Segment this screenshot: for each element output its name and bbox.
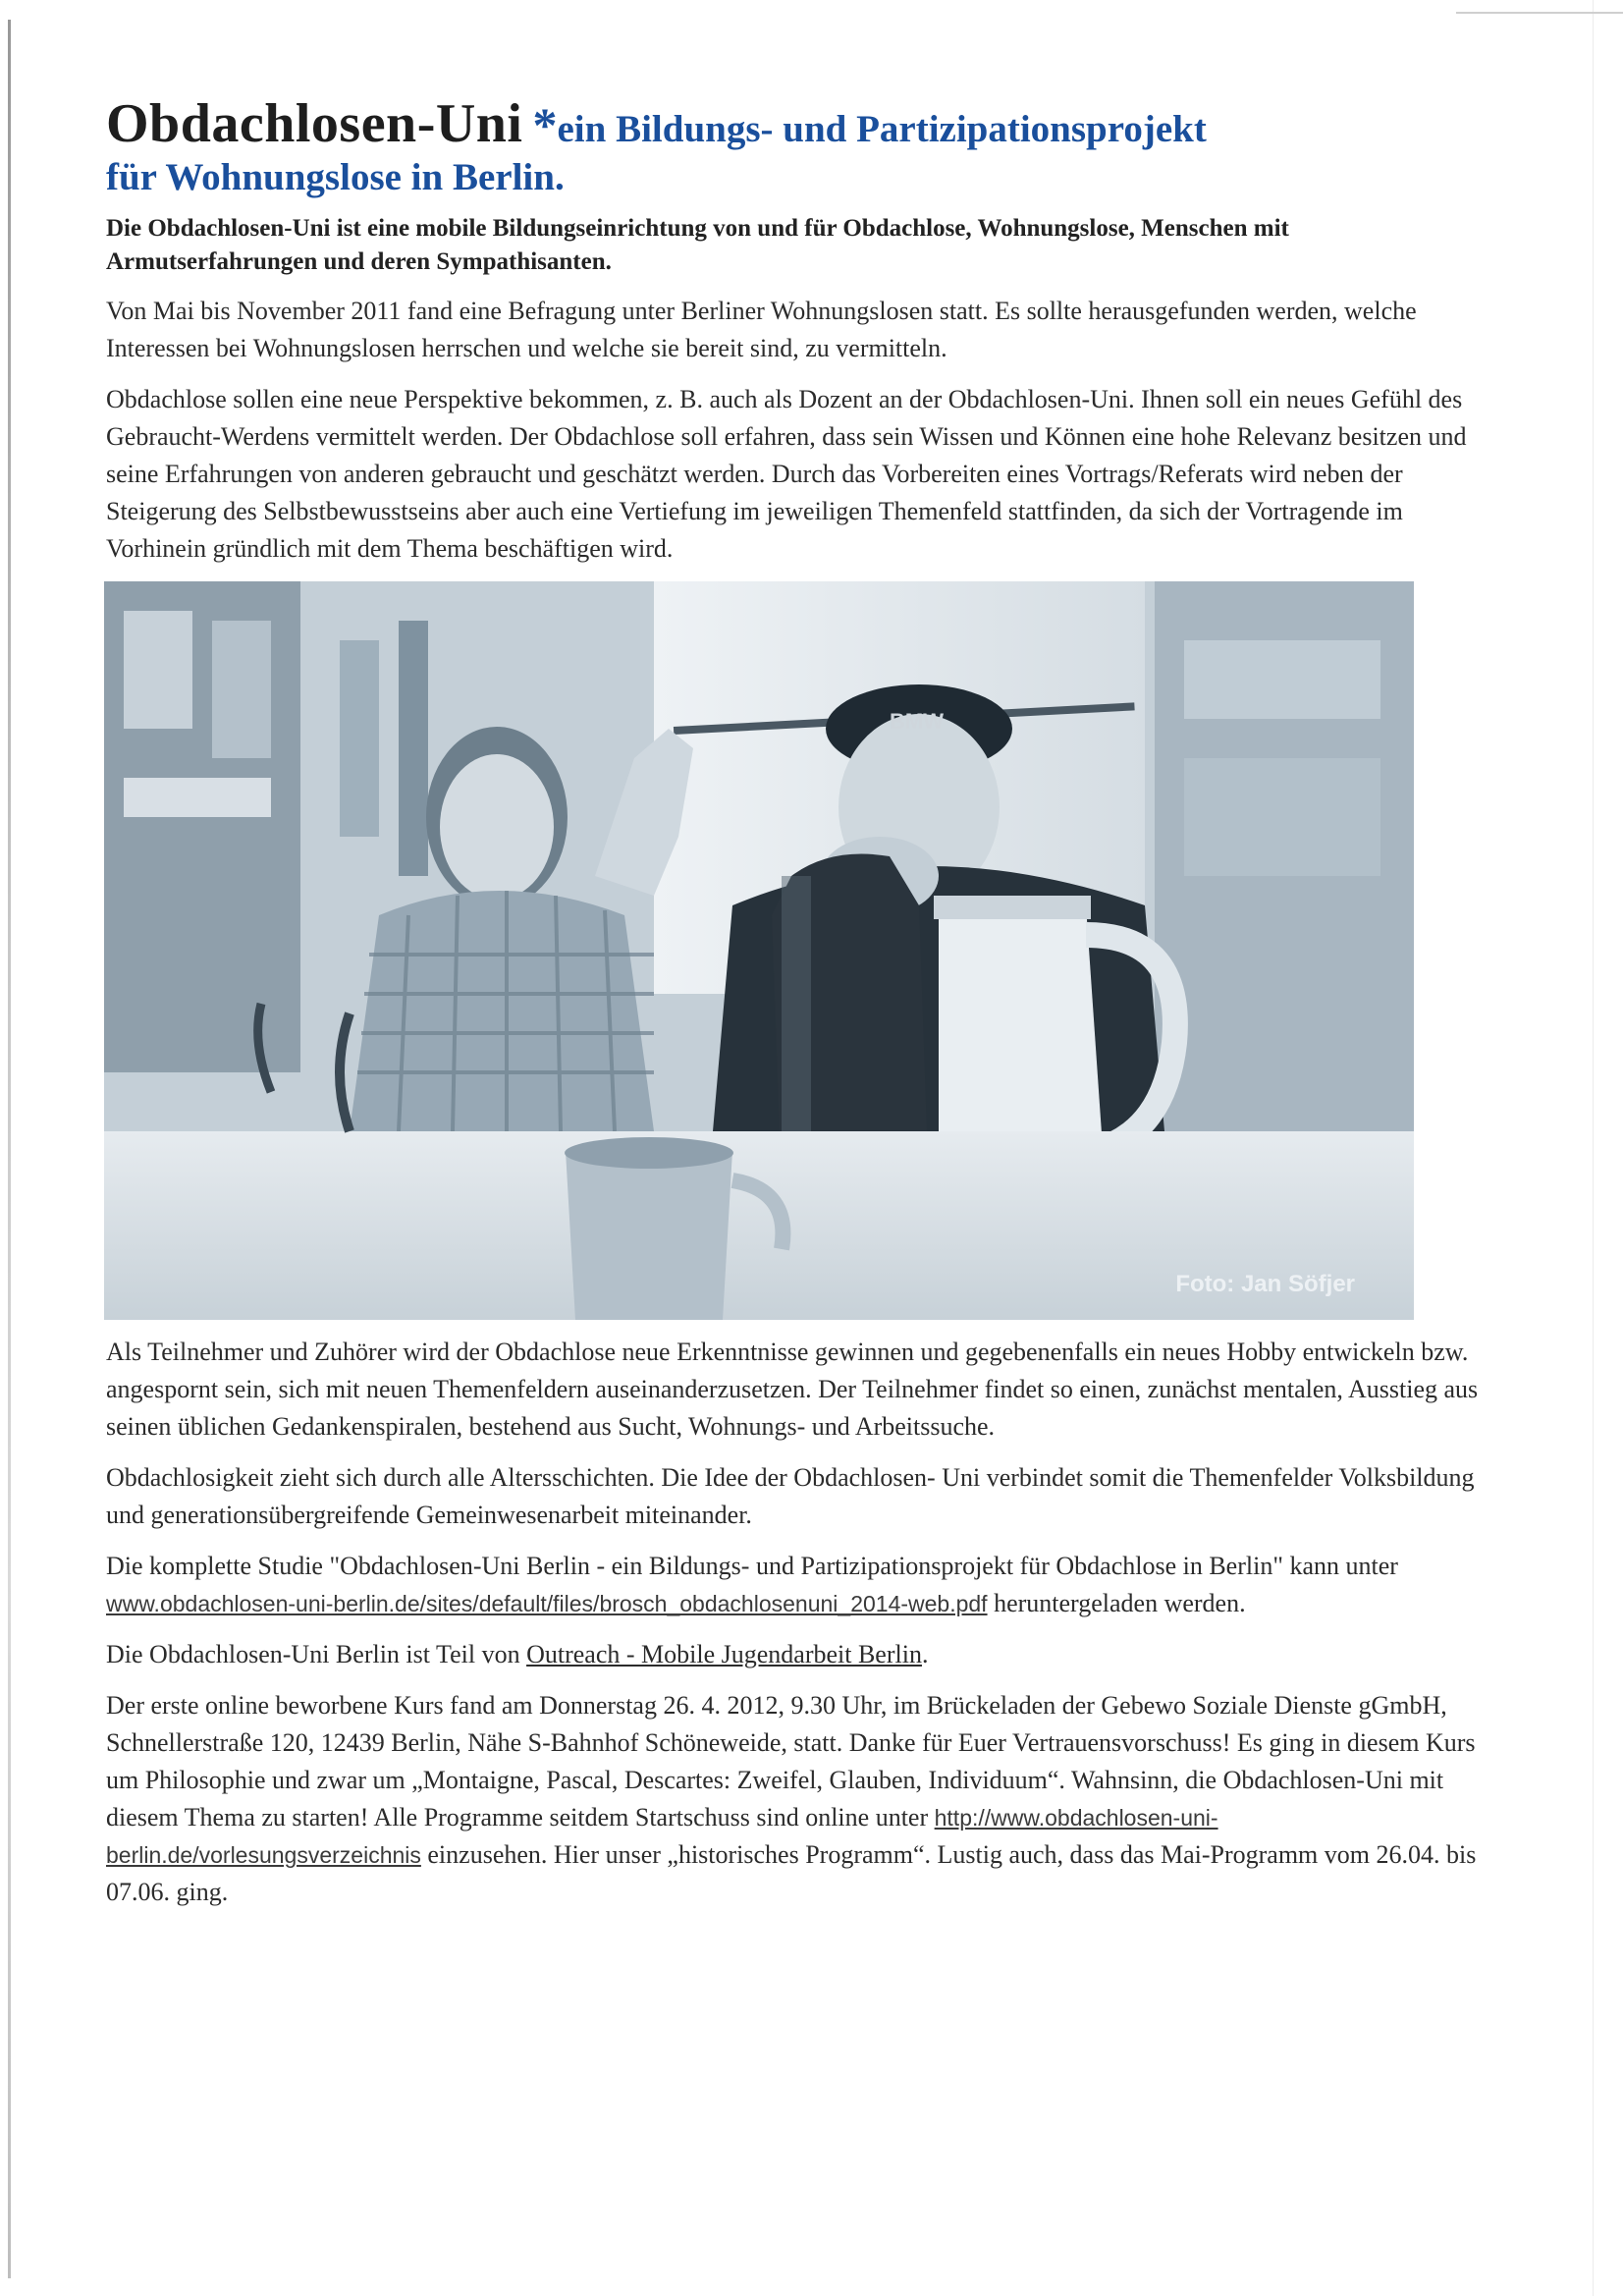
- paragraph-7-text: Der erste online beworbene Kurs fand am Donnerstag 26. 4. 2012, 9.30 Uhr, im Brückeladen der Gebewo Soziale Dienste gGmbH, Schnellerstraße 120, 12439 Berlin, Nähe S-Bahnhof Schöneweide, statt. Danke für Euer Vertrauensvorschuss! Es ging in diesem Kurs um Philosophie und zwar um „Montaigne, Pascal, Descartes: Zweifel, Glauben, Individuum“. Wahnsinn, die Obdachlosen-Uni mit diesem Thema zu starten! Alle Programme seitdem Startschuss sind online unter: [106, 1691, 1476, 1832]
- paragraph-6-text-end: .: [921, 1640, 929, 1669]
- outreach-link[interactable]: Outreach - Mobile Jugendarbeit Berlin: [526, 1640, 922, 1669]
- paragraph-1: Von Mai bis November 2011 fand eine Befragung unter Berliner Wohnungslosen statt. Es sollte herausgefunden werden, welche Interessen bei Wohnungslosen herrschen und welche sie bereit sind, zu vermitteln.: [106, 297, 1417, 363]
- lecture-index-link[interactable]: http://www.obdachlosen-uni-berlin.de/vorlesungsverzeichnis: [106, 1805, 1218, 1869]
- paragraph-6: [106, 1636, 1481, 1673]
- photo-illustration: [104, 581, 1414, 1320]
- article-photo: [104, 581, 1414, 1320]
- title-main: Obdachlosen-Uni: [106, 93, 523, 154]
- title-subtitle: ein Bildungs- und Partizipationsprojekt: [557, 108, 1207, 150]
- paragraph-7-text-end: einzusehen. Hier unser „historisches Programm“. Lustig auch, dass das Mai-Programm vom 26.04. bis 07.06. ging.: [106, 1840, 1477, 1907]
- paragraph-5-text-end: heruntergeladen werden.: [987, 1589, 1246, 1618]
- title-star: *: [532, 97, 558, 152]
- study-pdf-link[interactable]: www.obdachlosen-uni-berlin.de/sites/default/files/brosch_obdachlosenuni_2014-web.pdf: [106, 1591, 988, 1617]
- paragraph-7: [106, 1687, 1481, 1911]
- paragraph-3: Als Teilnehmer und Zuhörer wird der Obdachlose neue Erkenntnisse gewinnen und gegebenenfalls ein neues Hobby entwickeln bzw. angespornt sein, sich mit neuen Themenfeldern auseinanderzusetzen. Der Teilnehmer findet so einen, zunächst mentalen, Ausstieg aus seinen üblichen Gedankenspiralen, bestehend aus Sucht, Wohnungs- und Arbeitssuche.: [106, 1338, 1479, 1442]
- scan-mark: [1456, 12, 1623, 14]
- photo-credit: Foto: Jan Söfjer: [1175, 1271, 1355, 1298]
- title-line-2: für Wohnungslose in Berlin.: [106, 155, 565, 198]
- paragraph-6-text: Die Obdachlosen-Uni Berlin ist Teil von: [106, 1640, 527, 1669]
- page-title: [106, 94, 1481, 198]
- paragraph-5: [106, 1548, 1481, 1622]
- cap-logo: BMW: [890, 709, 944, 735]
- scan-edge: [8, 20, 11, 2278]
- paragraph-4: Obdachlosigkeit zieht sich durch alle Altersschichten. Die Idee der Obdachlosen- Uni verbindet somit die Themenfelder Volksbildung und generationsübergreifende Gemeinwesenarbeit miteinander.: [106, 1463, 1475, 1530]
- paragraph-5-text: Die komplette Studie "Obdachlosen-Uni Berlin - ein Bildungs- und Partizipationsprojekt für Obdachlose in Berlin" kann unter: [106, 1552, 1398, 1581]
- document-page: [106, 94, 1481, 1911]
- lead-paragraph: Die Obdachlosen-Uni ist eine mobile Bildungseinrichtung von und für Obdachlose, Wohnungslose, Menschen mit Armutserfahrungen und deren Sympathisanten.: [106, 215, 1289, 276]
- paragraph-2: Obdachlose sollen eine neue Perspektive bekommen, z. B. auch als Dozent an der Obdachlosen-Uni. Ihnen soll ein neues Gefühl des Gebraucht-Werdens vermittelt werden. Der Obdachlose soll erfahren, dass sein Wissen und Können eine hohe Relevanz besitzen und seine Erfahrungen von anderen gebraucht und geschätzt werden. Durch das Vorbereiten eines Vortrags/Referats wird neben der Steigerung des Selbstbewusstseins aber auch eine Vertiefung im jeweiligen Themenfeld stattfinden, da sich der Vortragende im Vorhinein gründlich mit dem Thema beschäftigen wird.: [106, 385, 1467, 564]
- scan-edge: [1593, 0, 1594, 2296]
